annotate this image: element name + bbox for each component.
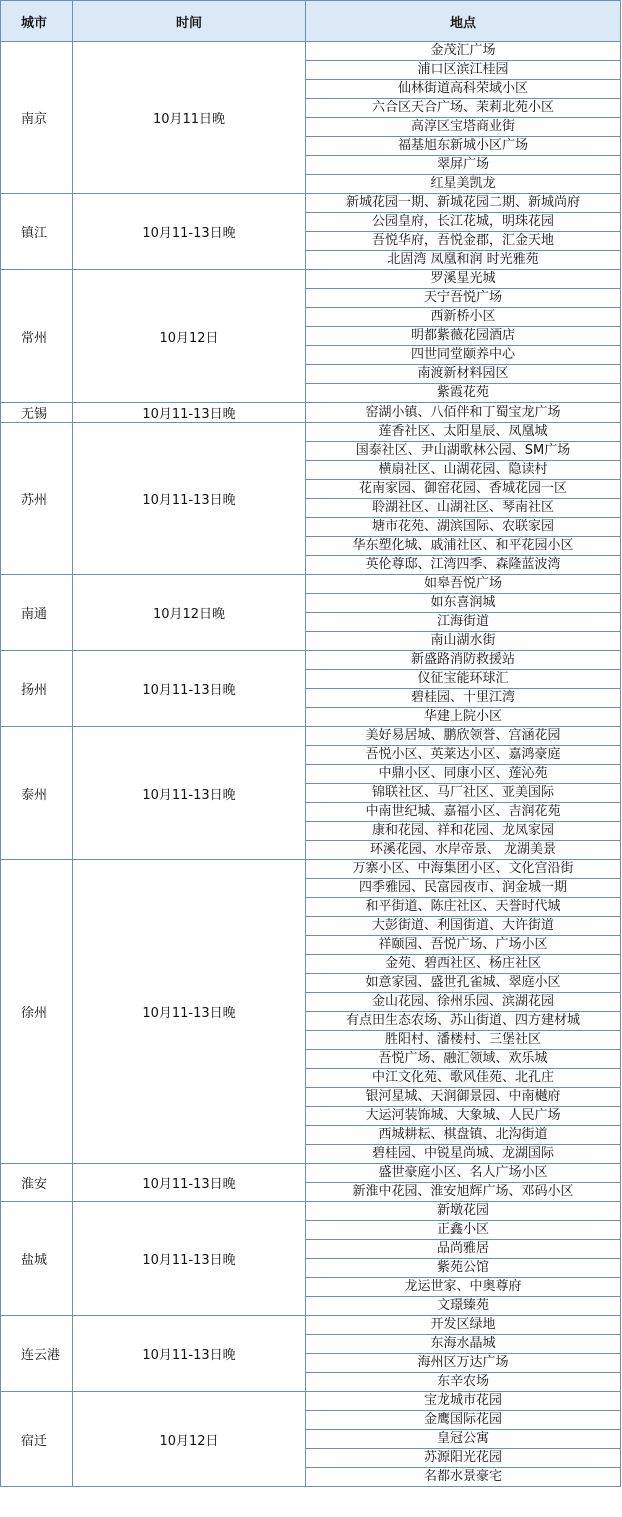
location-cell: 新淮中花园、淮安旭辉广场、邓码小区: [306, 1183, 621, 1202]
location-cell: 银河星城、天润御景园、中南樾府: [306, 1088, 621, 1107]
location-cell: 新盛路消防救援站: [306, 651, 621, 670]
location-cell: 和平街道、陈庄社区、天誉时代城: [306, 898, 621, 917]
location-cell: 中江文化苑、歌风佳苑、北孔庄: [306, 1069, 621, 1088]
time-cell: 10月12日: [73, 1392, 306, 1487]
location-cell: 康和花园、祥和花园、龙凤家园: [306, 822, 621, 841]
location-cell: 金苑、碧西社区、杨庄社区: [306, 955, 621, 974]
city-cell: 泰州: [1, 727, 73, 860]
city-cell: 淮安: [1, 1164, 73, 1202]
location-cell: 祥颐园、吾悦广场、广场小区: [306, 936, 621, 955]
location-cell: 华建上院小区: [306, 708, 621, 727]
table-row: [1, 651, 621, 670]
city-cell: 常州: [1, 270, 73, 403]
city-cell: 南京: [1, 42, 73, 194]
location-cell: 新城花园一期、新城花园二期、新城尚府: [306, 194, 621, 213]
location-cell: 翠屏广场: [306, 156, 621, 175]
city-cell: 盐城: [1, 1202, 73, 1316]
table-body: [1, 42, 621, 1487]
location-cell: 文璟臻苑: [306, 1297, 621, 1316]
time-column-header: 时间: [73, 1, 306, 42]
location-cell: 华东塑化城、戚浦社区、和平花园小区: [306, 537, 621, 556]
location-cell: 正鑫小区: [306, 1221, 621, 1240]
time-cell: 10月11-13日晚: [73, 423, 306, 575]
location-cell: 北固湾 凤凰和润 时光雅苑: [306, 251, 621, 270]
location-cell: 江海街道: [306, 613, 621, 632]
time-cell: 10月11-13日晚: [73, 1164, 306, 1202]
location-cell: 聆湖社区、山湖社区、琴南社区: [306, 499, 621, 518]
location-cell: 明都紫薇花园酒店: [306, 327, 621, 346]
city-cell: 连云港: [1, 1316, 73, 1392]
time-cell: 10月11-13日晚: [73, 194, 306, 270]
location-cell: 龙运世家、中奥尊府: [306, 1278, 621, 1297]
table-row: [1, 270, 621, 289]
location-cell: 莲香社区、太阳星辰、凤凰城: [306, 423, 621, 442]
location-cell: 中鼎小区、同康小区、莲沁苑: [306, 765, 621, 784]
location-cell: 东海水晶城: [306, 1335, 621, 1354]
city-column-header: 城市: [1, 1, 73, 42]
location-cell: 国泰社区、尹山湖歌林公园、SM广场: [306, 442, 621, 461]
location-cell: 高淳区宝塔商业街: [306, 118, 621, 137]
location-cell: 如意家园、盛世孔雀城、翠庭小区: [306, 974, 621, 993]
table-row: [1, 194, 621, 213]
table-row: [1, 403, 621, 423]
location-cell: 西城耕耘、棋盘镇、北沟街道: [306, 1126, 621, 1145]
location-column-header: 地点: [306, 1, 621, 42]
location-cell: 公园皇府，长江花城，明珠花园: [306, 213, 621, 232]
location-cell: 如东喜润城: [306, 594, 621, 613]
location-cell: 四世同堂颐养中心: [306, 346, 621, 365]
city-cell: 镇江: [1, 194, 73, 270]
location-cell: 万寨小区、中海集团小区、文化宫沿街: [306, 860, 621, 879]
location-cell: 新墩花园: [306, 1202, 621, 1221]
table-row: [1, 727, 621, 746]
location-cell: 南山湖水街: [306, 632, 621, 651]
location-cell: 胜阳村、潘楼村、三堡社区: [306, 1031, 621, 1050]
location-cell: 花南家园、御窑花园、香城花园一区: [306, 480, 621, 499]
location-cell: 大运河装饰城、大象城、人民广场: [306, 1107, 621, 1126]
time-cell: 10月11-13日晚: [73, 860, 306, 1164]
location-cell: 西新桥小区: [306, 308, 621, 327]
table-row: [1, 1164, 621, 1183]
location-cell: 如皋吾悦广场: [306, 575, 621, 594]
city-cell: 扬州: [1, 651, 73, 727]
location-cell: 福基旭东新城小区广场: [306, 137, 621, 156]
location-cell: 红星美凯龙: [306, 175, 621, 194]
location-cell: 浦口区滨江桂园: [306, 61, 621, 80]
location-cell: 罗溪星光城: [306, 270, 621, 289]
location-cell: 盛世豪庭小区、名人广场小区: [306, 1164, 621, 1183]
location-cell: 东辛农场: [306, 1373, 621, 1392]
location-cell: 金鹰国际花园: [306, 1411, 621, 1430]
location-cell: 美好易居城、鹏欣领誉、宫涵花园: [306, 727, 621, 746]
table-row: [1, 1202, 621, 1221]
location-cell: 六合区天合广场、茉莉北苑小区: [306, 99, 621, 118]
location-cell: 宝龙城市花园: [306, 1392, 621, 1411]
location-cell: 塘市花苑、湖滨国际、农联家园: [306, 518, 621, 537]
time-cell: 10月11-13日晚: [73, 727, 306, 860]
location-cell: 名都水景豪宅: [306, 1468, 621, 1487]
location-cell: 皇冠公寓: [306, 1430, 621, 1449]
header-row: [1, 1, 621, 42]
location-cell: 金茂汇广场: [306, 42, 621, 61]
location-cell: 横扇社区、山湖花园、隐读村: [306, 461, 621, 480]
location-cell: 品尚雅居: [306, 1240, 621, 1259]
location-cell: 苏源阳光花园: [306, 1449, 621, 1468]
location-cell: 金山花园、徐州乐园、滨湖花园: [306, 993, 621, 1012]
location-cell: 天宁吾悦广场: [306, 289, 621, 308]
location-cell: 南渡新材料园区: [306, 365, 621, 384]
time-cell: 10月11-13日晚: [73, 651, 306, 727]
city-cell: 苏州: [1, 423, 73, 575]
table-row: [1, 423, 621, 442]
location-cell: 海州区万达广场: [306, 1354, 621, 1373]
location-cell: 吾悦华府，吾悦金郡，汇金天地: [306, 232, 621, 251]
location-cell: 有点田生态农场、苏山街道、四方建材城: [306, 1012, 621, 1031]
city-cell: 南通: [1, 575, 73, 651]
location-cell: 紫苑公馆: [306, 1259, 621, 1278]
location-cell: 中南世纪城、嘉福小区、吉润花苑: [306, 803, 621, 822]
location-cell: 四季雅园、民富园夜市、润金城一期: [306, 879, 621, 898]
time-cell: 10月11-13日晚: [73, 1316, 306, 1392]
table-row: [1, 575, 621, 594]
location-cell: 吾悦广场、融汇领域、欢乐城: [306, 1050, 621, 1069]
location-cell: 吾悦小区、英莱达小区、嘉鸿豪庭: [306, 746, 621, 765]
time-cell: 10月11日晚: [73, 42, 306, 194]
time-cell: 10月11-13日晚: [73, 403, 306, 423]
city-cell: 徐州: [1, 860, 73, 1164]
location-cell: 碧桂园、十里江湾: [306, 689, 621, 708]
location-cell: 仙林街道高科荣域小区: [306, 80, 621, 99]
table-row: [1, 860, 621, 879]
city-cell: 无锡: [1, 403, 73, 423]
location-cell: 英伦尊邸、江湾四季、森隆蓝波湾: [306, 556, 621, 575]
location-cell: 锦联社区、马厂社区、亚美国际: [306, 784, 621, 803]
location-cell: 环溪花园、水岸帝景、 龙湖美景: [306, 841, 621, 860]
table-row: [1, 1392, 621, 1411]
table-row: [1, 42, 621, 61]
time-cell: 10月12日: [73, 270, 306, 403]
location-cell: 仪征宝能环球汇: [306, 670, 621, 689]
location-cell: 碧桂园、中锐星尚城、龙湖国际: [306, 1145, 621, 1164]
table-header: [1, 1, 621, 42]
location-cell: 窑湖小镇、八佰伴和丁蜀宝龙广场: [306, 403, 621, 423]
location-cell: 紫霞花苑: [306, 384, 621, 403]
location-cell: 大彭街道、利国街道、大许街道: [306, 917, 621, 936]
location-cell: 开发区绿地: [306, 1316, 621, 1335]
time-cell: 10月11-13日晚: [73, 1202, 306, 1316]
table-row: [1, 1316, 621, 1335]
city-cell: 宿迁: [1, 1392, 73, 1487]
time-cell: 10月12日晚: [73, 575, 306, 651]
